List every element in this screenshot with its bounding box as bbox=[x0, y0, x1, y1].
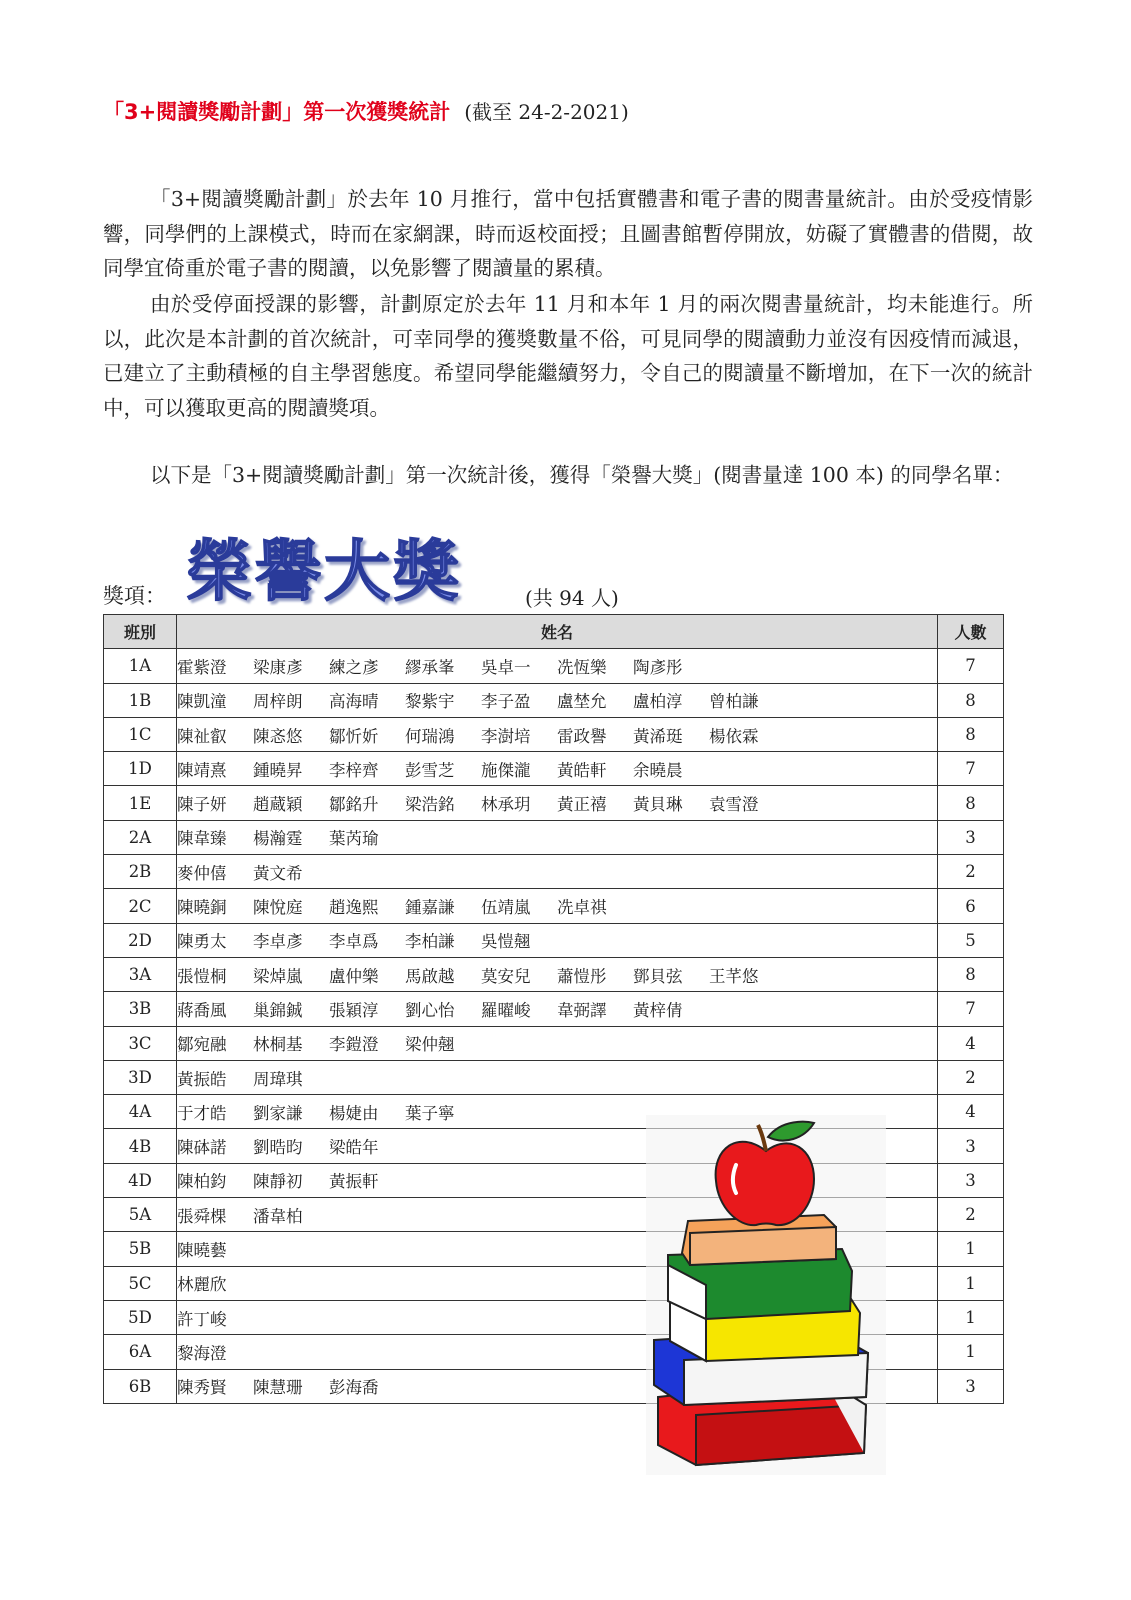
student-name: 周瑋琪 bbox=[253, 1069, 303, 1089]
student-name: 伍靖嵐 bbox=[481, 898, 531, 918]
count-cell: 7 bbox=[938, 752, 1004, 786]
student-name: 王芊悠 bbox=[709, 966, 759, 986]
student-name: 劉家謙 bbox=[253, 1103, 303, 1123]
class-cell: 4A bbox=[104, 1095, 177, 1129]
student-name: 黃振皓 bbox=[177, 1069, 227, 1089]
student-name: 鄒宛融 bbox=[177, 1035, 227, 1055]
title-date: (截至 24-2-2021) bbox=[464, 100, 629, 124]
student-name: 梁仲翹 bbox=[405, 1035, 455, 1055]
count-cell: 3 bbox=[938, 820, 1004, 854]
student-name: 張穎淳 bbox=[329, 1000, 379, 1020]
student-name: 蔣喬風 bbox=[177, 1000, 227, 1020]
student-name: 陳靜初 bbox=[253, 1172, 303, 1192]
names-cell bbox=[177, 649, 938, 683]
student-name: 陳慧珊 bbox=[253, 1378, 303, 1398]
class-cell: 5A bbox=[104, 1198, 177, 1232]
table-row bbox=[104, 889, 1004, 923]
names-cell bbox=[177, 889, 938, 923]
class-cell: 1A bbox=[104, 649, 177, 683]
student-name: 陳勇太 bbox=[177, 932, 227, 952]
student-name: 施傑瀧 bbox=[481, 760, 531, 780]
names-cell bbox=[177, 923, 938, 957]
student-name: 陳靖熹 bbox=[177, 760, 227, 780]
title-main: 「3+閱讀獎勵計劃」第一次獲獎統計 bbox=[103, 100, 451, 124]
student-name: 盧埜允 bbox=[557, 692, 607, 712]
student-name: 鄧貝弦 bbox=[633, 966, 683, 986]
student-name: 高海晴 bbox=[329, 692, 379, 712]
table-row bbox=[104, 786, 1004, 820]
table-row bbox=[104, 820, 1004, 854]
class-cell: 5B bbox=[104, 1232, 177, 1266]
class-cell: 6A bbox=[104, 1335, 177, 1369]
student-name: 陳曉藝 bbox=[177, 1240, 227, 1260]
student-name: 黃振軒 bbox=[329, 1172, 379, 1192]
count-cell: 3 bbox=[938, 1369, 1004, 1403]
student-name: 周梓朗 bbox=[253, 692, 303, 712]
class-cell: 1D bbox=[104, 752, 177, 786]
student-name: 陳韋臻 bbox=[177, 829, 227, 849]
table-row bbox=[104, 717, 1004, 751]
student-name: 葉子寧 bbox=[405, 1103, 455, 1123]
apple-on-books-icon bbox=[646, 1115, 886, 1475]
student-name: 黃梓倩 bbox=[633, 1000, 683, 1020]
count-cell: 2 bbox=[938, 1060, 1004, 1094]
student-name: 馬啟越 bbox=[405, 966, 455, 986]
student-name: 韋弼譯 bbox=[557, 1000, 607, 1020]
names-cell bbox=[177, 957, 938, 991]
table-row bbox=[104, 957, 1004, 991]
award-total: (共 94 人) bbox=[525, 586, 619, 610]
class-cell: 6B bbox=[104, 1369, 177, 1403]
table-row bbox=[104, 649, 1004, 683]
student-name: 黃文希 bbox=[253, 863, 303, 883]
student-name: 李梓齊 bbox=[329, 760, 379, 780]
award-label: 獎項： bbox=[103, 584, 166, 608]
student-name: 彭雪芝 bbox=[405, 760, 455, 780]
student-name: 李鎧澄 bbox=[329, 1035, 379, 1055]
student-name: 梁康彥 bbox=[253, 657, 303, 677]
count-cell: 5 bbox=[938, 923, 1004, 957]
award-name: 榮譽大獎 bbox=[186, 533, 462, 606]
student-name: 劉晧昀 bbox=[253, 1138, 303, 1158]
student-name: 盧仲樂 bbox=[329, 966, 379, 986]
count-cell: 1 bbox=[938, 1335, 1004, 1369]
student-name: 林承玥 bbox=[481, 795, 531, 815]
student-name: 莫安兒 bbox=[481, 966, 531, 986]
class-cell: 3A bbox=[104, 957, 177, 991]
student-name: 鍾曉昇 bbox=[253, 760, 303, 780]
student-name: 黎紫宇 bbox=[405, 692, 455, 712]
names-cell bbox=[177, 855, 938, 889]
student-name: 鍾嘉謙 bbox=[405, 898, 455, 918]
page-title bbox=[103, 96, 629, 126]
honor-award-wordart bbox=[184, 532, 474, 606]
student-name: 曾柏謙 bbox=[709, 692, 759, 712]
student-name: 許丁峻 bbox=[177, 1309, 227, 1329]
student-name: 黃正禧 bbox=[557, 795, 607, 815]
student-name: 葉芮瑜 bbox=[329, 829, 379, 849]
student-name: 黎海澄 bbox=[177, 1343, 227, 1363]
student-name: 陳曉銅 bbox=[177, 898, 227, 918]
student-name: 陳子妍 bbox=[177, 795, 227, 815]
student-name: 林桐基 bbox=[253, 1035, 303, 1055]
student-name: 何瑞鴻 bbox=[405, 726, 455, 746]
class-cell: 3D bbox=[104, 1060, 177, 1094]
student-name: 林麗欣 bbox=[177, 1275, 227, 1295]
class-cell: 4B bbox=[104, 1129, 177, 1163]
class-cell: 3B bbox=[104, 992, 177, 1026]
names-cell bbox=[177, 1060, 938, 1094]
student-name: 李卓爲 bbox=[329, 932, 379, 952]
student-name: 黃浠珽 bbox=[633, 726, 683, 746]
count-cell: 1 bbox=[938, 1300, 1004, 1334]
student-name: 陳柏鈞 bbox=[177, 1172, 227, 1192]
table-row bbox=[104, 683, 1004, 717]
class-cell: 3C bbox=[104, 1026, 177, 1060]
intro-paragraph-3: 以下是「3+閱讀獎勵計劃」第一次統計後，獲得「榮譽大獎」(閱書量達 100 本) 的同學名單： bbox=[150, 463, 1014, 487]
student-name: 陳砵諾 bbox=[177, 1138, 227, 1158]
student-name: 冼恆樂 bbox=[557, 657, 607, 677]
class-cell: 2C bbox=[104, 889, 177, 923]
student-name: 冼卓祺 bbox=[557, 898, 607, 918]
count-cell: 4 bbox=[938, 1095, 1004, 1129]
table-row bbox=[104, 923, 1004, 957]
count-cell: 3 bbox=[938, 1163, 1004, 1197]
student-name: 李子盈 bbox=[481, 692, 531, 712]
student-name: 趙逸熙 bbox=[329, 898, 379, 918]
count-cell: 3 bbox=[938, 1129, 1004, 1163]
class-cell: 1C bbox=[104, 717, 177, 751]
student-name: 張舜棵 bbox=[177, 1206, 227, 1226]
intro-paragraph-1: 「3+閱讀獎勵計劃」於去年 10 月推行，當中包括實體書和電子書的閱書量統計。由於受疫情影響，同學們的上課模式，時而在家網課，時而返校面授；且圖書館暫停開放，妨礙了實體書的借閱，故同學宜倚重於電子書的閱讀，以免影響了閱讀量的累積。 bbox=[103, 187, 1033, 280]
student-name: 巢錦鋮 bbox=[253, 1000, 303, 1020]
student-name: 蕭愷彤 bbox=[557, 966, 607, 986]
student-name: 張愷桐 bbox=[177, 966, 227, 986]
names-cell bbox=[177, 820, 938, 854]
names-cell bbox=[177, 992, 938, 1026]
count-cell: 4 bbox=[938, 1026, 1004, 1060]
table-row bbox=[104, 992, 1004, 1026]
student-name: 李澍培 bbox=[481, 726, 531, 746]
class-cell: 4D bbox=[104, 1163, 177, 1197]
count-cell: 8 bbox=[938, 957, 1004, 991]
student-name: 陳凱潼 bbox=[177, 692, 227, 712]
student-name: 余曉晨 bbox=[633, 760, 683, 780]
count-cell: 2 bbox=[938, 1198, 1004, 1232]
student-name: 鄒忻妡 bbox=[329, 726, 379, 746]
count-cell: 8 bbox=[938, 717, 1004, 751]
student-name: 練之彥 bbox=[329, 657, 379, 677]
student-name: 李卓彥 bbox=[253, 932, 303, 952]
count-cell: 7 bbox=[938, 992, 1004, 1026]
student-name: 羅曜峻 bbox=[481, 1000, 531, 1020]
names-cell bbox=[177, 683, 938, 717]
student-name: 黃貝琳 bbox=[633, 795, 683, 815]
header-names: 姓名 bbox=[177, 615, 938, 649]
table-header-row bbox=[104, 615, 1004, 649]
student-name: 梁焯嵐 bbox=[253, 966, 303, 986]
student-name: 楊瀚霆 bbox=[253, 829, 303, 849]
student-name: 吳卓一 bbox=[481, 657, 531, 677]
student-name: 鄒銘升 bbox=[329, 795, 379, 815]
class-cell: 1E bbox=[104, 786, 177, 820]
student-name: 梁皓年 bbox=[329, 1138, 379, 1158]
count-cell: 1 bbox=[938, 1266, 1004, 1300]
names-cell bbox=[177, 1026, 938, 1060]
count-cell: 7 bbox=[938, 649, 1004, 683]
student-name: 楊依霖 bbox=[709, 726, 759, 746]
table-row bbox=[104, 855, 1004, 889]
student-name: 趙蔵穎 bbox=[253, 795, 303, 815]
header-count: 人數 bbox=[938, 615, 1004, 649]
student-name: 潘韋柏 bbox=[253, 1206, 303, 1226]
class-cell: 1B bbox=[104, 683, 177, 717]
student-name: 陳忞悠 bbox=[253, 726, 303, 746]
student-name: 彭海喬 bbox=[329, 1378, 379, 1398]
table-row bbox=[104, 752, 1004, 786]
count-cell: 6 bbox=[938, 889, 1004, 923]
names-cell bbox=[177, 717, 938, 751]
names-cell bbox=[177, 752, 938, 786]
student-name: 李柏謙 bbox=[405, 932, 455, 952]
student-name: 陳悅庭 bbox=[253, 898, 303, 918]
count-cell: 8 bbox=[938, 683, 1004, 717]
student-name: 于才皓 bbox=[177, 1103, 227, 1123]
class-cell: 2A bbox=[104, 820, 177, 854]
student-name: 麥仲僖 bbox=[177, 863, 227, 883]
student-name: 繆承峯 bbox=[405, 657, 455, 677]
table-row bbox=[104, 1026, 1004, 1060]
student-name: 雷政譽 bbox=[557, 726, 607, 746]
student-name: 袁雪澄 bbox=[709, 795, 759, 815]
student-name: 陶彥彤 bbox=[633, 657, 683, 677]
class-cell: 5C bbox=[104, 1266, 177, 1300]
intro-paragraph-2: 由於受停面授課的影響，計劃原定於去年 11 月和本年 1 月的兩次閱書量統計，均未能進行。所以，此次是本計劃的首次統計，可幸同學的獲獎數量不俗，可見同學的閱讀動力並沒有因疫情而減退，已建立了主動積極的自主學習態度。希望同學能繼續努力，令自己的閱讀量不斷增加，在下一次的統計中，可以獲取更高的閱讀獎項。 bbox=[103, 292, 1033, 420]
names-cell bbox=[177, 786, 938, 820]
count-cell: 1 bbox=[938, 1232, 1004, 1266]
count-cell: 2 bbox=[938, 855, 1004, 889]
table-row bbox=[104, 1060, 1004, 1094]
student-name: 盧柏淳 bbox=[633, 692, 683, 712]
student-name: 黃皓軒 bbox=[557, 760, 607, 780]
student-name: 霍紫澄 bbox=[177, 657, 227, 677]
student-name: 劉心怡 bbox=[405, 1000, 455, 1020]
student-name: 陳祉叡 bbox=[177, 726, 227, 746]
class-cell: 5D bbox=[104, 1300, 177, 1334]
class-cell: 2B bbox=[104, 855, 177, 889]
header-class: 班別 bbox=[104, 615, 177, 649]
class-cell: 2D bbox=[104, 923, 177, 957]
student-name: 陳秀賢 bbox=[177, 1378, 227, 1398]
student-name: 梁浩銘 bbox=[405, 795, 455, 815]
student-name: 楊婕由 bbox=[329, 1103, 379, 1123]
count-cell: 8 bbox=[938, 786, 1004, 820]
student-name: 吳愷翹 bbox=[481, 932, 531, 952]
